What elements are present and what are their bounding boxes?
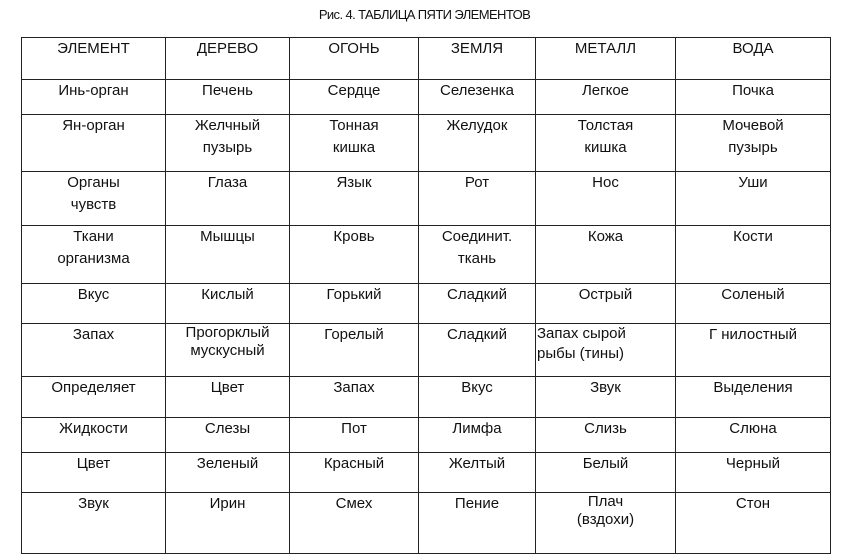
table-cell: Печень — [166, 80, 290, 115]
table-cell: Запах сырой рыбы (тины) — [536, 324, 676, 377]
table-cell: Прогорклый мускусный — [166, 324, 290, 377]
table-cell: Смех — [290, 493, 419, 554]
table-cell: Звук — [536, 377, 676, 418]
table-cell: Кожа — [536, 226, 676, 284]
table-cell: Кровь — [290, 226, 419, 284]
table-cell: Вкус — [22, 284, 166, 324]
table-row — [22, 226, 831, 284]
table-row — [22, 418, 831, 453]
table-cell: Слезы — [166, 418, 290, 453]
table-cell: Белый — [536, 453, 676, 493]
table-cell: Запах — [22, 324, 166, 377]
table-cell: Нос — [536, 172, 676, 226]
table-cell: Глаза — [166, 172, 290, 226]
table-row — [22, 324, 831, 377]
table-cell: Пение — [419, 493, 536, 554]
table-cell: Пот — [290, 418, 419, 453]
table-cell: Сердце — [290, 80, 419, 115]
table-row — [22, 377, 831, 418]
header-cell: ВОДА — [676, 38, 831, 80]
table-cell: Почка — [676, 80, 831, 115]
table-cell: Слюна — [676, 418, 831, 453]
table-cell: Вкус — [419, 377, 536, 418]
table-cell: Лимфа — [419, 418, 536, 453]
table-cell: Острый — [536, 284, 676, 324]
table-row — [22, 80, 831, 115]
table-cell: Ткани организма — [22, 226, 166, 284]
table-cell: Желудок — [419, 115, 536, 172]
table-row — [22, 172, 831, 226]
table-cell: Г нилостный — [676, 324, 831, 377]
table-cell: Красный — [290, 453, 419, 493]
table-cell: Зеленый — [166, 453, 290, 493]
table-cell: Определяет — [22, 377, 166, 418]
table-cell: Толстая кишка — [536, 115, 676, 172]
table-row — [22, 453, 831, 493]
table-cell: Звук — [22, 493, 166, 554]
table-cell: Стон — [676, 493, 831, 554]
table-cell: Соленый — [676, 284, 831, 324]
table-caption: Рис. 4. ТАБЛИЦА ПЯТИ ЭЛЕМЕНТОВ — [318, 7, 531, 22]
table-cell: Тонная кишка — [290, 115, 419, 172]
table-cell: Уши — [676, 172, 831, 226]
table-cell: Органы чувств — [22, 172, 166, 226]
table-cell: Соединит. ткань — [419, 226, 536, 284]
table-cell: Кислый — [166, 284, 290, 324]
header-cell: ЗЕМЛЯ — [419, 38, 536, 80]
table-cell: Мышцы — [166, 226, 290, 284]
table-cell: Рот — [419, 172, 536, 226]
table-cell: Язык — [290, 172, 419, 226]
table-cell: Легкое — [536, 80, 676, 115]
table-cell: Слизь — [536, 418, 676, 453]
table-cell: Желчный пузырь — [166, 115, 290, 172]
table-cell: Выделения — [676, 377, 831, 418]
table-cell: Сладкий — [419, 284, 536, 324]
table-cell: Горелый — [290, 324, 419, 377]
table-cell: Желтый — [419, 453, 536, 493]
table-row — [22, 115, 831, 172]
table-cell: Ирин — [166, 493, 290, 554]
table-cell: Горький — [290, 284, 419, 324]
table-cell: Запах — [290, 377, 419, 418]
table-cell: Цвет — [22, 453, 166, 493]
table-cell: Ян-орган — [22, 115, 166, 172]
header-row — [22, 38, 831, 80]
header-cell: ЭЛЕМЕНТ — [22, 38, 166, 80]
table-cell: Плач (вздохи) — [536, 493, 676, 554]
header-cell: МЕТАЛЛ — [536, 38, 676, 80]
table-cell: Жидкости — [22, 418, 166, 453]
table-cell: Цвет — [166, 377, 290, 418]
table-row — [22, 284, 831, 324]
table-cell: Инь-орган — [22, 80, 166, 115]
table-row — [22, 493, 831, 554]
table-cell: Селезенка — [419, 80, 536, 115]
table-cell: Черный — [676, 453, 831, 493]
header-cell: ОГОНЬ — [290, 38, 419, 80]
table-cell: Кости — [676, 226, 831, 284]
table-cell: Мочевой пузырь — [676, 115, 831, 172]
header-cell: ДЕРЕВО — [166, 38, 290, 80]
table-cell: Сладкий — [419, 324, 536, 377]
five-elements-table — [21, 37, 831, 554]
